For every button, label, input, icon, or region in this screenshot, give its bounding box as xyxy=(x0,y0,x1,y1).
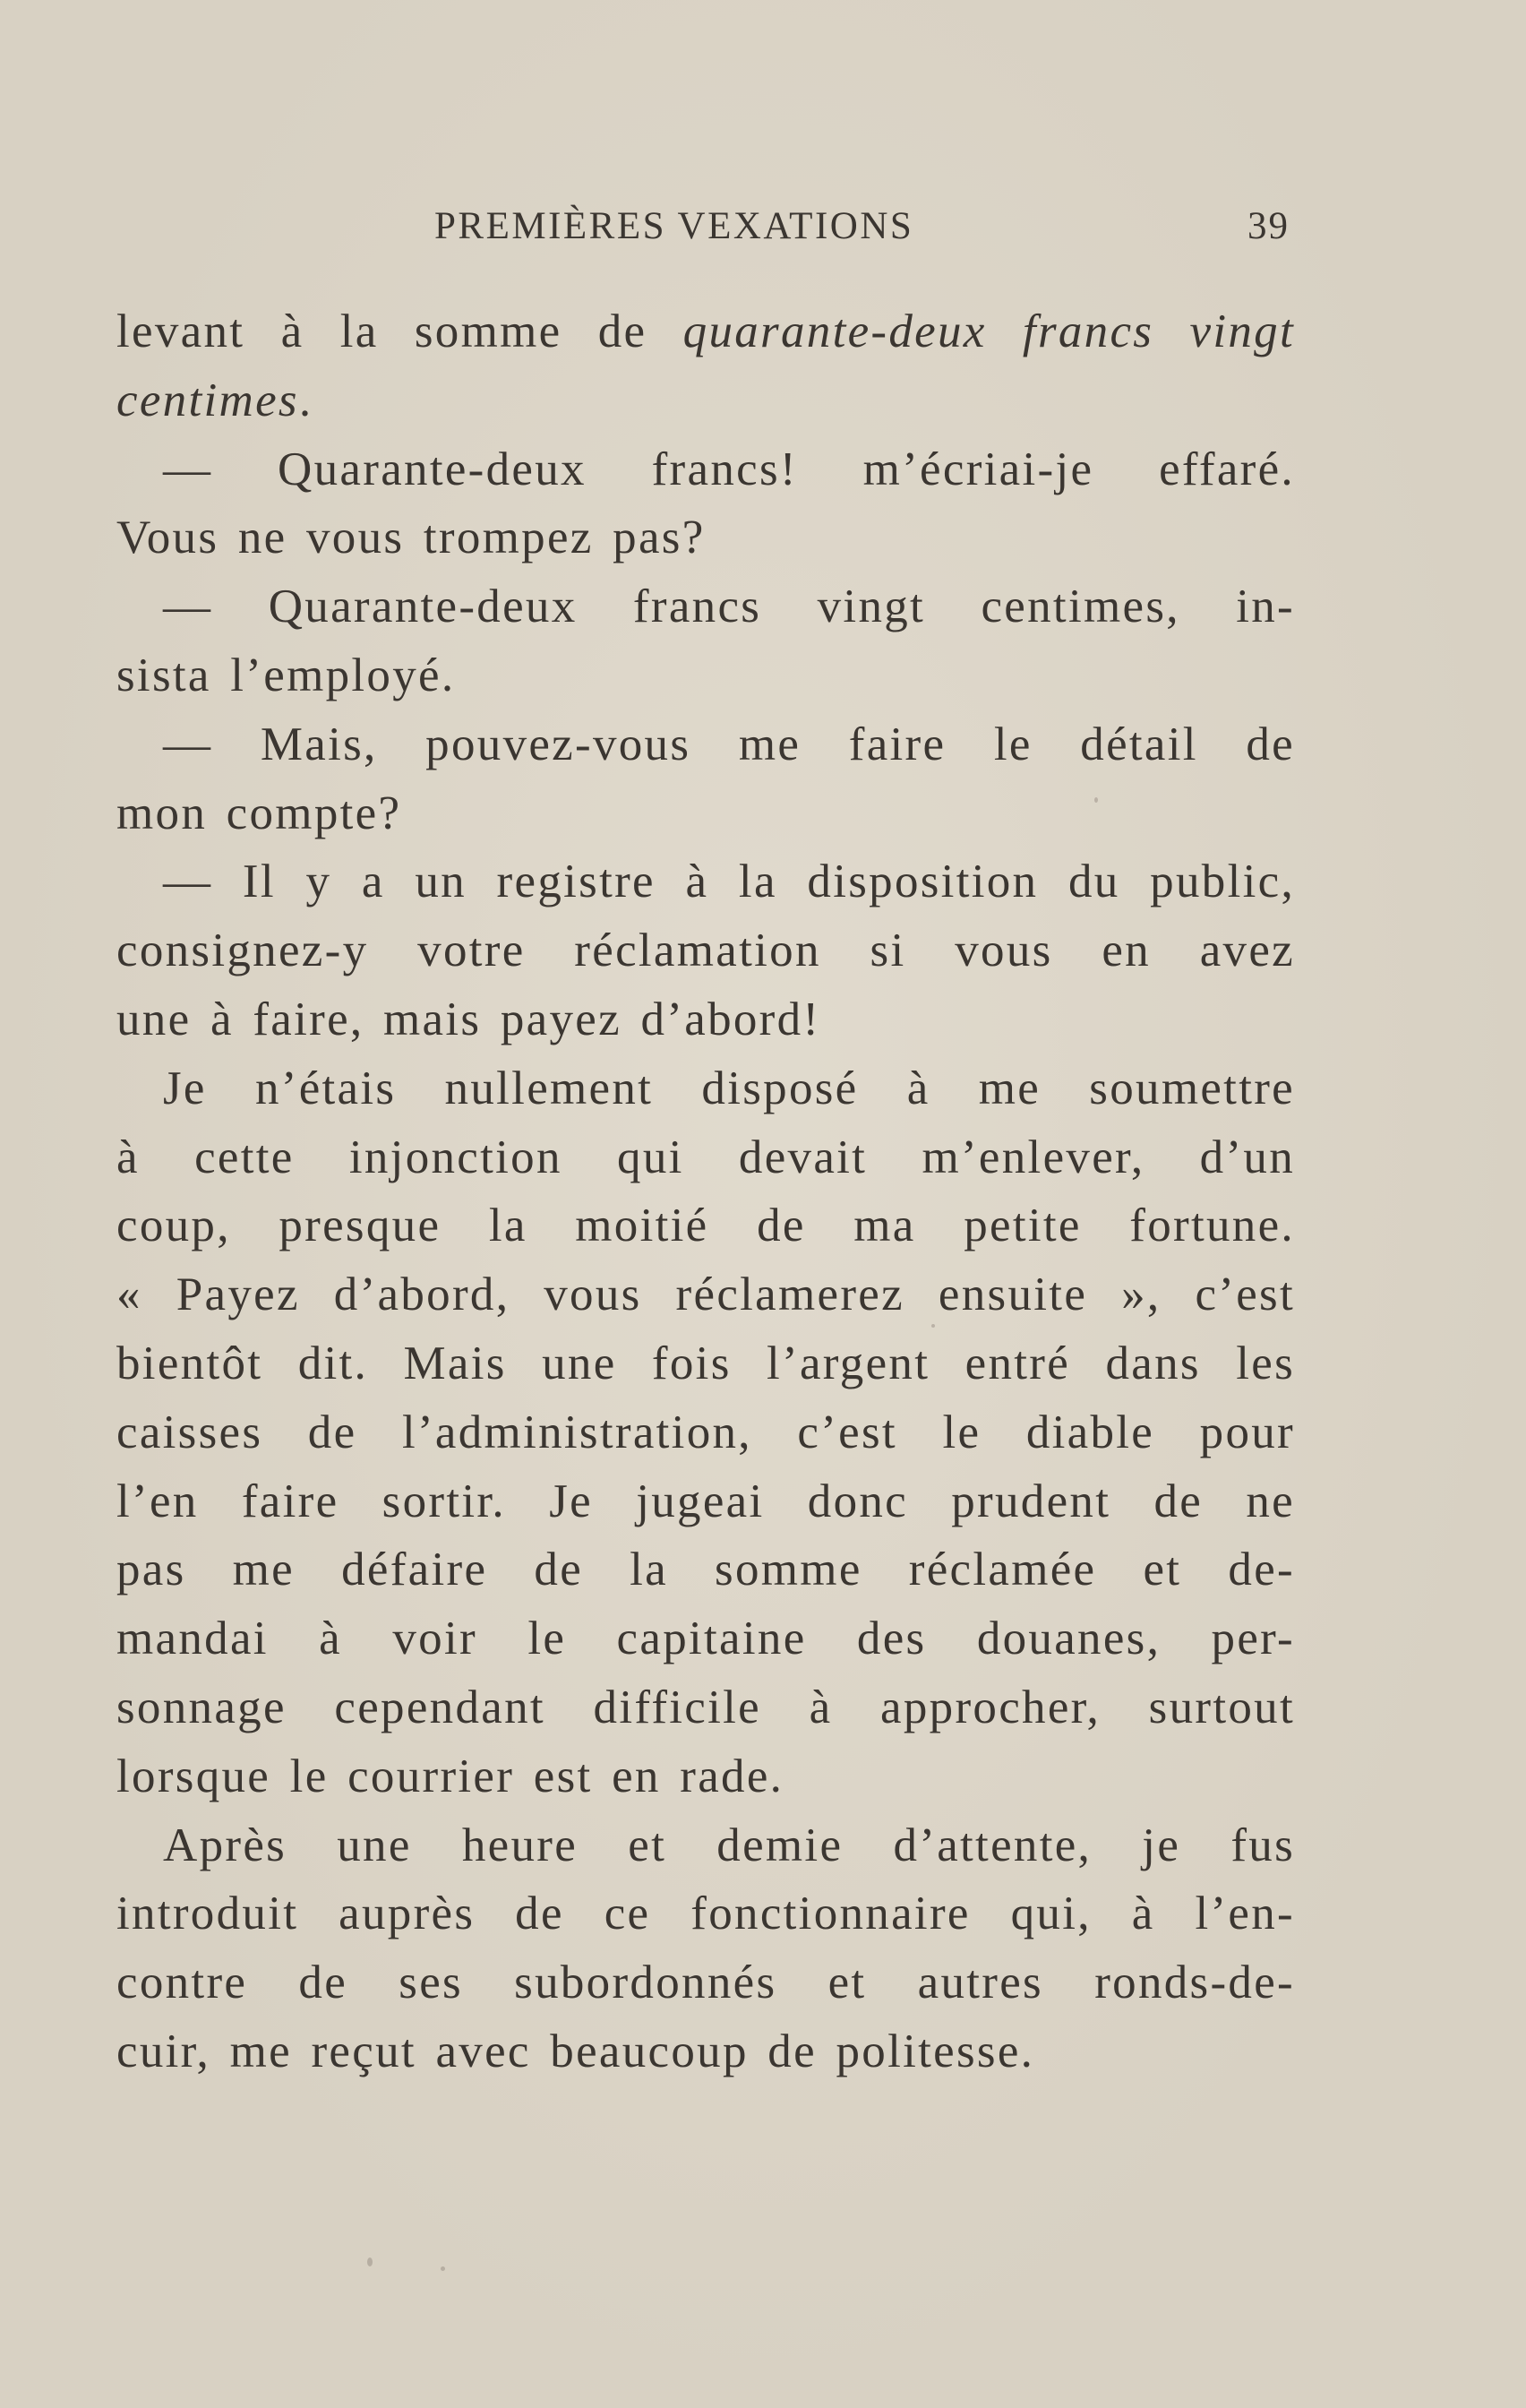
text-line: bientôt dit. Mais une fois l’argent entré dans les xyxy=(116,1337,1295,1389)
text-line: Je n’étais nullement disposé à me soumettre xyxy=(163,1062,1295,1114)
text-line: mon compte? xyxy=(116,787,402,839)
text-line: lorsque le courrier est en rade. xyxy=(116,1750,784,1802)
page-header xyxy=(116,204,1290,258)
text-line: Après une heure et demie d’attente, je fus xyxy=(163,1819,1295,1871)
text-line: mandai à voir le capitaine des douanes, per- xyxy=(116,1612,1295,1665)
text-line: cuir, me reçut avec beaucoup de politesse. xyxy=(116,2025,1035,2077)
paper-speck xyxy=(441,2266,445,2271)
text-line: caisses de l’administration, c’est le diable pour xyxy=(116,1406,1295,1458)
text-line: — Mais, pouvez-vous me faire le détail de xyxy=(163,718,1295,770)
text-line: contre de ses subordonnés et autres ronds-de- xyxy=(116,1956,1295,2009)
paper-speck xyxy=(1094,797,1098,803)
text-line: — Quarante-deux francs! m’écriai-je effaré. xyxy=(163,443,1295,495)
body-text xyxy=(116,297,1295,2086)
text-line: — Il y a un registre à la disposition du public, xyxy=(163,856,1295,908)
text-line: sista l’employé. xyxy=(116,649,456,701)
text-line: Vous ne vous trompez pas? xyxy=(116,512,706,564)
text-line: l’en faire sortir. Je jugeai donc prudent de ne xyxy=(116,1475,1295,1527)
text-line: une à faire, mais payez d’abord! xyxy=(116,993,821,1045)
text-line: à cette injonction qui devait m’enlever, d’un xyxy=(116,1131,1295,1183)
text-line: pas me défaire de la somme réclamée et de- xyxy=(116,1544,1295,1596)
paper-speck xyxy=(931,1324,935,1328)
text-line: consignez-y votre réclamation si vous en avez xyxy=(116,924,1295,977)
running-title: PREMIÈRES VEXATIONS xyxy=(434,205,914,247)
paper-speck xyxy=(367,2258,373,2266)
text-line: introduit auprès de ce fonctionnaire qui, à l’en- xyxy=(116,1888,1295,1940)
text-line: — Quarante-deux francs vingt centimes, in- xyxy=(163,580,1295,633)
text-line: levant à la somme de quarante-deux francs vingt xyxy=(116,305,1295,357)
text-line: « Payez d’abord, vous réclamerez ensuite », c’est xyxy=(116,1268,1295,1321)
text-line: coup, presque la moitié de ma petite fortune. xyxy=(116,1200,1295,1252)
page-number: 39 xyxy=(1247,205,1290,247)
text-line: sonnage cependant difficile à approcher, surtout xyxy=(116,1681,1295,1733)
text-line: centimes. xyxy=(116,374,313,426)
